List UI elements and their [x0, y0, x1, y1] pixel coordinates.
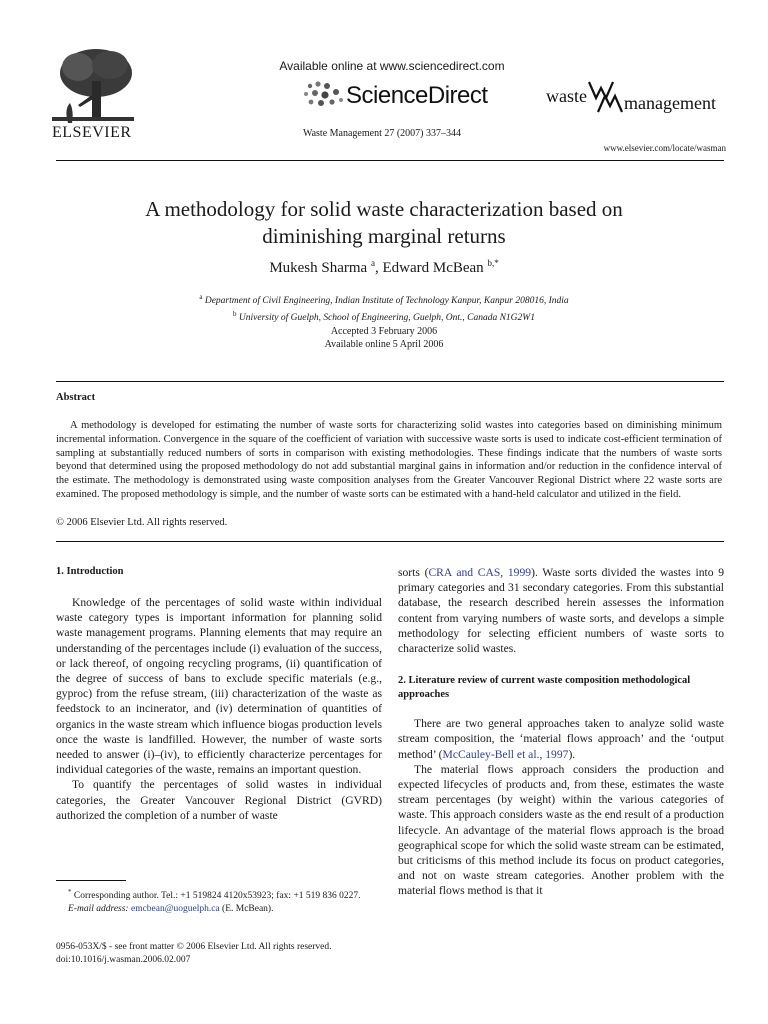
- journal-url[interactable]: www.elsevier.com/locate/wasman: [603, 143, 726, 153]
- publisher-name: ELSEVIER: [52, 124, 132, 141]
- email-link[interactable]: emcbean@uoguelph.ca: [130, 904, 220, 915]
- citation-link[interactable]: McCauley-Bell et al., 1997: [442, 747, 569, 761]
- issn-line: 0956-053X/$ - see front matter © 2006 Elsevier Ltd. All rights reserved.: [56, 942, 332, 952]
- footnote-rule: [56, 880, 126, 881]
- available-online-text: Available online at www.sciencedirect.com: [279, 59, 505, 73]
- author-name: Mukesh Sharma: [269, 260, 368, 276]
- author-affil-mark: b,*: [487, 258, 499, 268]
- article-title-line1: A methodology for solid waste characterization based on: [145, 197, 623, 221]
- author-list: Mukesh Sharma $^a$, Edward McBean $^{b,*}$: [269, 258, 499, 276]
- author-name: Edward McBean: [382, 260, 484, 276]
- doi-line[interactable]: doi:10.1016/j.wasman.2006.02.007: [56, 955, 191, 965]
- article-title-line2: diminishing marginal returns: [262, 224, 506, 248]
- sciencedirect-dots-icon: [300, 80, 346, 108]
- section-heading-literature-review: 2. Literature review of current waste composition methodological approaches: [398, 675, 691, 701]
- paragraph: The material flows approach considers the production and expected lifecycles of products and, from these, estimates the waste stream percentages (by weight) within the various categories of waste. This approach considers waste as the end result of a production lifecycle. An advantage of the material flows approach is the broad geographical scope for which the solid waste stream can be estimated, but criticisms of this method include its focus on product categories, and not on waste stream categories. Another problem with the material flows method is that it: [398, 762, 724, 898]
- journal-logo-line2: management: [624, 93, 716, 113]
- abstract-top-divider: [56, 381, 724, 382]
- journal-logo-w-mark-icon: [588, 80, 624, 114]
- paragraph: [398, 565, 724, 656]
- footnote-mark: *: [68, 888, 72, 896]
- journal-citation: Waste Management 27 (2007) 337–344: [302, 128, 462, 139]
- article-title: [56, 196, 712, 250]
- abstract-bottom-divider: [56, 541, 724, 542]
- sciencedirect-logo-text: ScienceDirect: [346, 82, 488, 109]
- email-name: (E. McBean).: [222, 904, 274, 915]
- front-matter: [56, 941, 396, 967]
- section-heading-introduction: 1. Introduction: [56, 566, 124, 577]
- affiliation-b: [56, 308, 712, 325]
- header-divider: [56, 160, 724, 161]
- paragraph: To quantify the percentages of solid wastes in individual categories, the Greater Vancouver Regional District (GVRD) authorized the completion of a number of waste: [56, 778, 382, 822]
- elsevier-tree-logo: [48, 45, 138, 127]
- journal-logo: [546, 80, 726, 116]
- citation-link[interactable]: CRA and CAS, 1999: [428, 566, 532, 579]
- email-label: E-mail address:: [68, 904, 129, 915]
- paragraph: Knowledge of the percentages of solid waste within individual waste category types is important information for planning solid waste management programs. Planning elements that may require an understanding of the percentages include (i) evaluation of the success, or lack thereof, of ongoing recycling programs, (ii) quantification of the degree of success of bans to exclude specific materials (e.g., gyproc) from the refuse stream, (iii) characterization of the waste as feedstock to an incinerator, and (iv) determination of quantities of organics in the waste stream which influence biogas production levels once the waste is landfilled. However, the number of waste sorts needed to answer (i)–(iv), to efficiently characterize percentages for individual categories of the waste, remains an important question.: [56, 596, 382, 777]
- footnote-corresponding: [56, 886, 382, 903]
- affiliation-mark: a: [199, 293, 203, 301]
- footnote: [56, 886, 382, 916]
- footnote-email: [56, 903, 382, 916]
- author-affil-mark: a: [370, 258, 375, 268]
- affiliation-mark: b: [233, 310, 237, 319]
- affiliation-text: Department of Civil Engineering, Indian Institute of Technology Kanpur, Kanpur 208016, India: [204, 296, 569, 307]
- text-run: sorts (: [398, 566, 429, 579]
- affiliation-text: University of Guelph, School of Engineering, Guelph, Ont., Canada N1G2W1: [238, 313, 535, 324]
- abstract-heading: Abstract: [56, 392, 96, 403]
- right-column: [398, 565, 724, 899]
- text-run: ).: [568, 747, 576, 761]
- article-dates: [56, 325, 712, 351]
- journal-logo-line1: waste: [546, 86, 587, 106]
- paragraph: [398, 716, 724, 762]
- available-date: Available online 5 April 2006: [324, 339, 444, 350]
- text-run: ). Waste sorts divided the wastes into 9 primary categories and 31 secondary categories. From this substantial database, the research described herein assesses the information content from varying numbers of waste sorts, and develops a simple methodology for selecting efficient numbers of waste sorts to characterize solid wastes.: [398, 566, 724, 656]
- footnote-text: Corresponding author. Tel.: +1 519824 4120x53923; fax: +1 519 836 0227.: [73, 891, 361, 902]
- abstract-body: A methodology is developed for estimating the number of waste sorts for characterizing solid wastes into categories based on diminishing minimum incremental information. Convergence in the square of the coefficient of variation with successive waste sorts is used to indicate cost-efficient termination of sampling at substantially reduced numbers of sorts in comparison with existing methodologies. These findings indicate that the numbers of waste sorts beyond that determined using the proposed methodology do not add substantial marginal gains in information and/or reduction in the confidence interval of the estimate. The methodology is demonstrated using waste composition analyses from the Greater Vancouver Regional District where 22 waste sorts are examined. The proposed methodology is simple, and the number of waste sorts can be estimated with a hand-held calculator and utilized in the field.: [56, 420, 722, 500]
- accepted-date: Accepted 3 February 2006: [330, 326, 438, 337]
- abstract-copyright: © 2006 Elsevier Ltd. All rights reserved.: [56, 517, 228, 528]
- left-column: [56, 565, 382, 823]
- affiliation-a: [56, 291, 712, 308]
- affiliations: [56, 291, 712, 325]
- text-run: There are two general approaches taken to analyze solid waste stream composition, the ‘material flows approach’ and the ‘output method’ (: [398, 717, 724, 761]
